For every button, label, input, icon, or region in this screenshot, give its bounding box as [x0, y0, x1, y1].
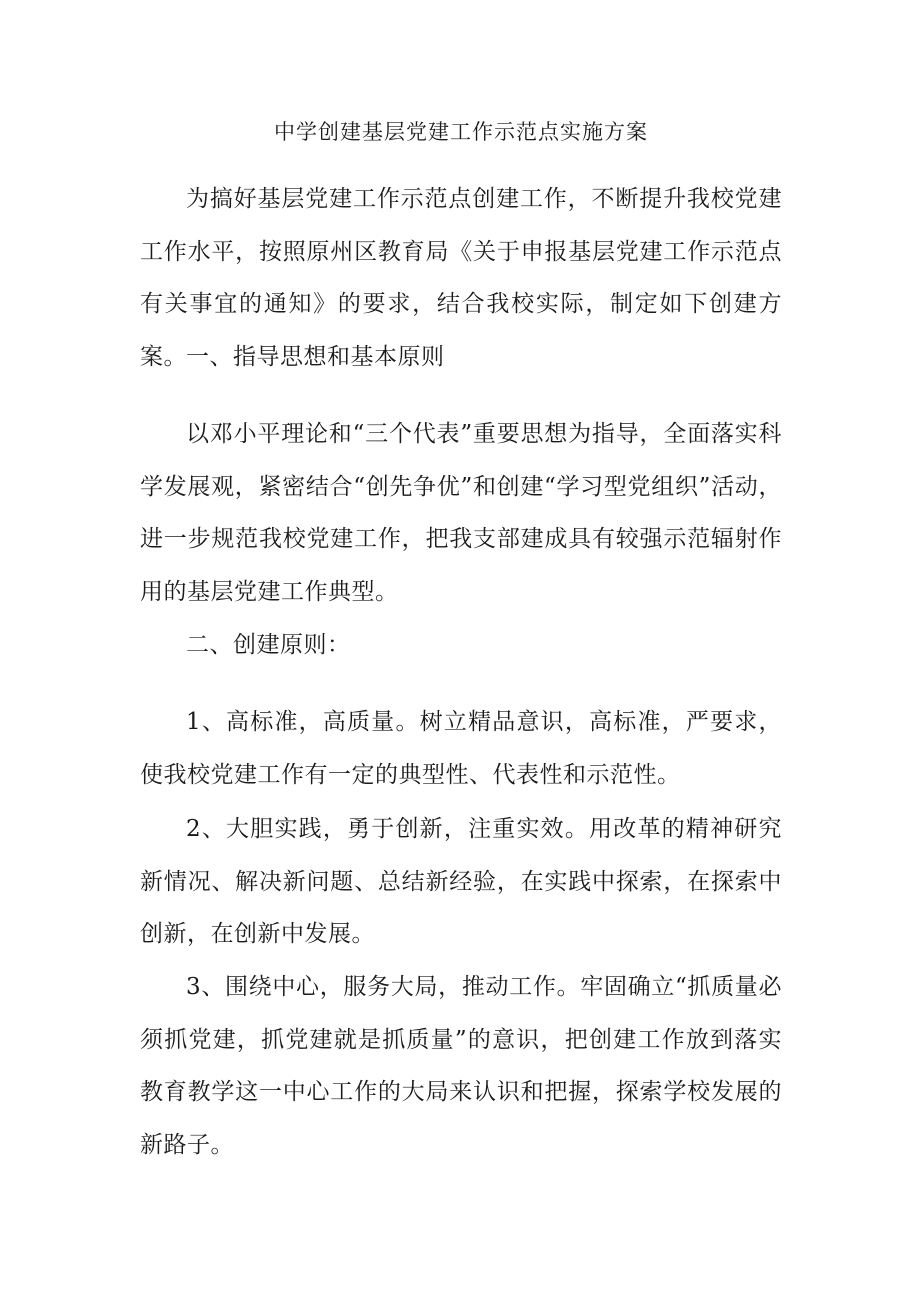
- intro-paragraph: 为搞好基层党建工作示范点创建工作，不断提升我校党建工作水平，按照原州区教育局《关于申报基层党建工作示范点有关事宜的通知》的要求，结合我校实际，制定如下创建方案。: [140, 186, 782, 370]
- section-heading-creation-principles: 二、创建原则：: [186, 632, 351, 658]
- guiding-ideology-paragraph: 以邓小平理论和“三个代表”重要思想为指导，全面落实科学发展观，紧密结合“创先争优”和创建“学习型党组织”活动，进一步规范我校党建工作，把我支部建成具有较强示范辐射作用的基层党建工作典型。: [140, 421, 782, 605]
- principle-item-2: 2、大胆实践，勇于创新，注重实效。用改革的精神研究新情况、解决新问题、总结新经验，在实践中探索，在探索中创新，在创新中发展。: [140, 816, 782, 947]
- section-heading-guiding-principles: 一、指导思想和基本原则: [186, 344, 445, 370]
- document-title: 中学创建基层党建工作示范点实施方案: [274, 120, 648, 144]
- principle-item-1: 1、高标准，高质量。树立精品意识，高标准，严要求，使我校党建工作有一定的典型性、代表性和示范性。: [140, 709, 782, 788]
- principle-item-3: 3、围绕中心，服务大局，推动工作。牢固确立“抓质量必须抓党建，抓党建就是抓质量”的意识，把创建工作放到落实教育教学这一中心工作的大局来认识和把握，探索学校发展的新路子。: [140, 974, 782, 1158]
